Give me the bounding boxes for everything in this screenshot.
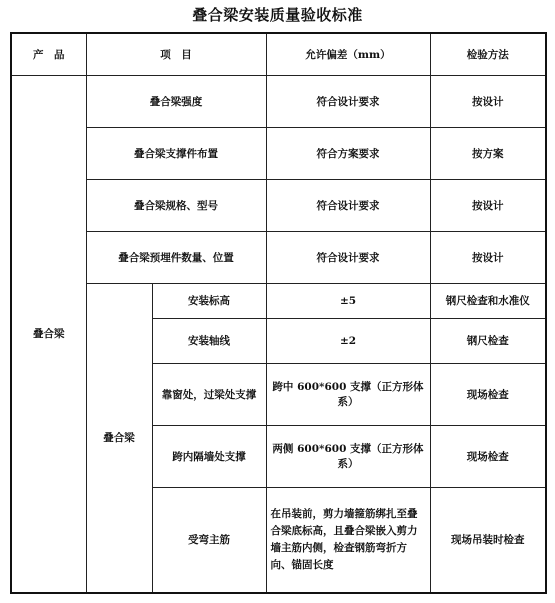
tolerance-cell: 符合设计要求 — [266, 179, 430, 231]
method-cell: 钢尺检查 — [430, 318, 546, 363]
item-cell: 叠合梁规格、型号 — [86, 179, 266, 231]
header-product: 产 品 — [11, 33, 86, 75]
table-row — [11, 127, 546, 179]
header-method: 检验方法 — [430, 33, 546, 75]
method-cell: 现场吊装时检查 — [430, 487, 546, 593]
header-tolerance: 允许偏差（mm） — [266, 33, 430, 75]
acceptance-standard-table — [10, 32, 547, 594]
method-cell: 按设计 — [430, 179, 546, 231]
sub-group-cell: 叠合梁 — [86, 283, 152, 593]
method-cell: 钢尺检查和水准仪 — [430, 283, 546, 318]
method-cell: 按设计 — [430, 75, 546, 127]
tolerance-cell: ±5 — [266, 283, 430, 318]
method-cell: 按方案 — [430, 127, 546, 179]
document-title: 叠合梁安装质量验收标准 — [192, 6, 363, 24]
method-cell: 按设计 — [430, 231, 546, 283]
tolerance-cell: 在吊装前，剪力墙箍筋绑扎至叠合梁底标高，且叠合梁嵌入剪力墙主筋内侧，检查钢筋弯折方向、锚固长度 — [266, 487, 430, 593]
method-cell: 现场检查 — [430, 363, 546, 425]
tolerance-cell: 两侧 600*600 支撑（正方形体系） — [266, 425, 430, 487]
item-cell: 受弯主筋 — [152, 487, 266, 593]
tolerance-cell: ±2 — [266, 318, 430, 363]
table-row — [11, 75, 546, 127]
item-cell: 安装标高 — [152, 283, 266, 318]
tolerance-cell: 跨中 600*600 支撑（正方形体系） — [266, 363, 430, 425]
tolerance-cell: 符合设计要求 — [266, 231, 430, 283]
tolerance-cell: 符合方案要求 — [266, 127, 430, 179]
product-cell: 叠合梁 — [11, 75, 86, 593]
item-cell: 叠合梁支撑件布置 — [86, 127, 266, 179]
table-row — [11, 283, 546, 318]
item-cell: 安装轴线 — [152, 318, 266, 363]
item-cell: 叠合梁预埋件数量、位置 — [86, 231, 266, 283]
header-row — [11, 33, 546, 75]
table-row — [11, 179, 546, 231]
item-cell: 叠合梁强度 — [86, 75, 266, 127]
method-cell: 现场检查 — [430, 425, 546, 487]
item-cell: 跨内隔墙处支撑 — [152, 425, 266, 487]
tolerance-cell: 符合设计要求 — [266, 75, 430, 127]
item-cell: 靠窗处，过梁处支撑 — [152, 363, 266, 425]
table-row — [11, 231, 546, 283]
header-item: 项 目 — [86, 33, 266, 75]
